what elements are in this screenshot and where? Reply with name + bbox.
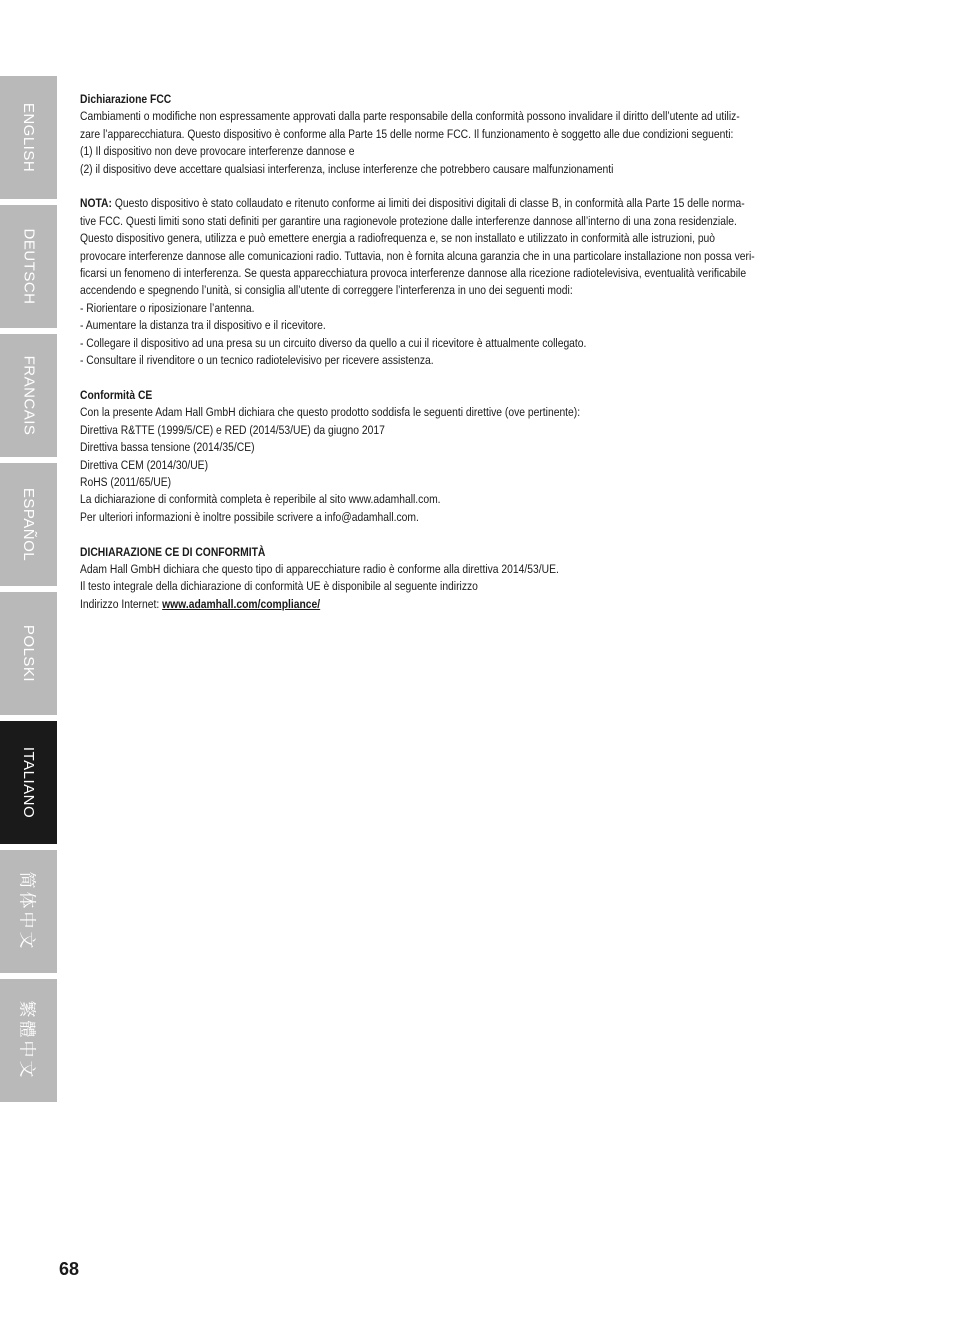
fcc-line: (2) il dispositivo deve accettare qualsiasi interferenza, incluse interferenze che potrebbero causare malfunzionamenti bbox=[80, 161, 614, 176]
ce-declaration-line: Adam Hall GmbH dichiara che questo tipo di apparecchiature radio è conforme alla direttiva 2014/53/UE. bbox=[80, 561, 559, 576]
nota-line: accendendo e spegnendo l’unità, si consiglia all’utente di correggere l’interferenza in uno dei seguenti modi: bbox=[80, 283, 573, 298]
ce-line: Per ulteriori informazioni è inoltre possibile scrivere a info@adamhall.com. bbox=[80, 509, 419, 524]
tab-english[interactable] bbox=[0, 76, 57, 199]
fcc-heading: Dichiarazione FCC bbox=[80, 92, 172, 106]
tab-francais[interactable] bbox=[0, 334, 57, 457]
nota-line: - Consultare il rivenditore o un tecnico radiotelevisivo per ricevere assistenza. bbox=[80, 353, 434, 368]
nota-first-line bbox=[80, 195, 875, 212]
ce-section bbox=[80, 387, 875, 526]
tab-label: ITALIANO bbox=[20, 746, 37, 819]
ce-heading: Conformità CE bbox=[80, 387, 153, 402]
nota-section bbox=[80, 195, 875, 369]
nota-line: - Riorientare o riposizionare l’antenna. bbox=[80, 300, 255, 315]
document-body bbox=[80, 91, 875, 631]
tab-label: 繁體中文 bbox=[17, 1000, 36, 1081]
nota-line: provocare interferenze dannose alle comunicazioni radio. Tuttavia, non è fornita alcuna garanzia che in una particolare installazione non possa veri- bbox=[80, 248, 755, 263]
nota-line: - Collegare il dispositivo ad una presa su un circuito diverso da quello a cui il ricevitore è attualmente collegato. bbox=[80, 335, 587, 350]
ce-declaration-address bbox=[80, 596, 875, 613]
nota-text: Questo dispositivo è stato collaudato e ritenuto conforme ai limiti dei dispositivi digitali di classe B, in conformità alla Parte 15 delle norma- bbox=[111, 196, 745, 211]
tab-italiano[interactable] bbox=[0, 721, 57, 844]
nota-line: tive FCC. Questi limiti sono stati definiti per garantire una ragionevole protezione dalle interferenze dannose all’interno di una zona residenziale. bbox=[80, 213, 737, 228]
ce-declaration-section bbox=[80, 544, 875, 614]
tab-deutsch[interactable] bbox=[0, 205, 57, 328]
tab-polski[interactable] bbox=[0, 592, 57, 715]
fcc-line: Cambiamenti o modifiche non espressamente approvati dalla parte responsabile della conformità possono invalidare il diritto dell’utente ad utiliz- bbox=[80, 109, 740, 124]
ce-line: Direttiva R&TTE (1999/5/CE) e RED (2014/53/UE) da giugno 2017 bbox=[80, 422, 385, 437]
fcc-section bbox=[80, 91, 875, 178]
tab-label: POLSKI bbox=[20, 624, 38, 683]
ce-declaration-line: Il testo integrale della dichiarazione di conformità UE è disponibile al seguente indirizzo bbox=[80, 579, 478, 594]
fcc-line: zare l’apparecchiatura. Questo dispositivo è conforme alla Parte 15 delle norme FCC. Il funzionamento è soggetto alle due condizioni seguenti: bbox=[80, 126, 734, 141]
nota-label: NOTA: bbox=[80, 196, 112, 211]
address-prefix: Indirizzo Internet: bbox=[80, 596, 163, 611]
compliance-link[interactable]: www.adamhall.com/compliance/ bbox=[162, 596, 321, 611]
nota-line: ficarsi un fenomeno di interferenza. Se questa apparecchiatura provoca interferenze dannose alla ricezione radiotelevisiva, eventualità verificabile bbox=[80, 266, 747, 281]
ce-line: Direttiva CEM (2014/30/UE) bbox=[80, 457, 209, 472]
tab-label: FRANCAIS bbox=[20, 355, 37, 436]
ce-line: Con la presente Adam Hall GmbH dichiara che questo prodotto soddisfa le seguenti direttive (ove pertinente): bbox=[80, 405, 581, 420]
tab-label: 简体中文 bbox=[17, 871, 36, 952]
ce-declaration-heading: DICHIARAZIONE CE DI CONFORMITÀ bbox=[80, 544, 266, 559]
ce-line: Direttiva bassa tensione (2014/35/CE) bbox=[80, 440, 255, 455]
page-number: 68 bbox=[59, 1259, 80, 1279]
tab-simplified-chinese[interactable] bbox=[0, 850, 57, 973]
nota-line: Questo dispositivo genera, utilizza e può emettere energia a radiofrequenza e, se non installato e utilizzato in conformità alle istruzioni, può bbox=[80, 231, 716, 246]
tab-label: ENGLISH bbox=[20, 102, 38, 173]
ce-line: RoHS (2011/65/UE) bbox=[80, 474, 172, 489]
ce-line: La dichiarazione di conformità completa è reperibile al sito www.adamhall.com. bbox=[80, 492, 441, 507]
tab-traditional-chinese[interactable] bbox=[0, 979, 57, 1102]
tab-label: ESPAÑOL bbox=[20, 487, 37, 562]
nota-line: - Aumentare la distanza tra il dispositivo e il ricevitore. bbox=[80, 318, 326, 333]
tab-espanol[interactable] bbox=[0, 463, 57, 586]
fcc-line: (1) Il dispositivo non deve provocare interferenze dannose e bbox=[80, 144, 355, 159]
tab-label: DEUTSCH bbox=[20, 228, 38, 305]
